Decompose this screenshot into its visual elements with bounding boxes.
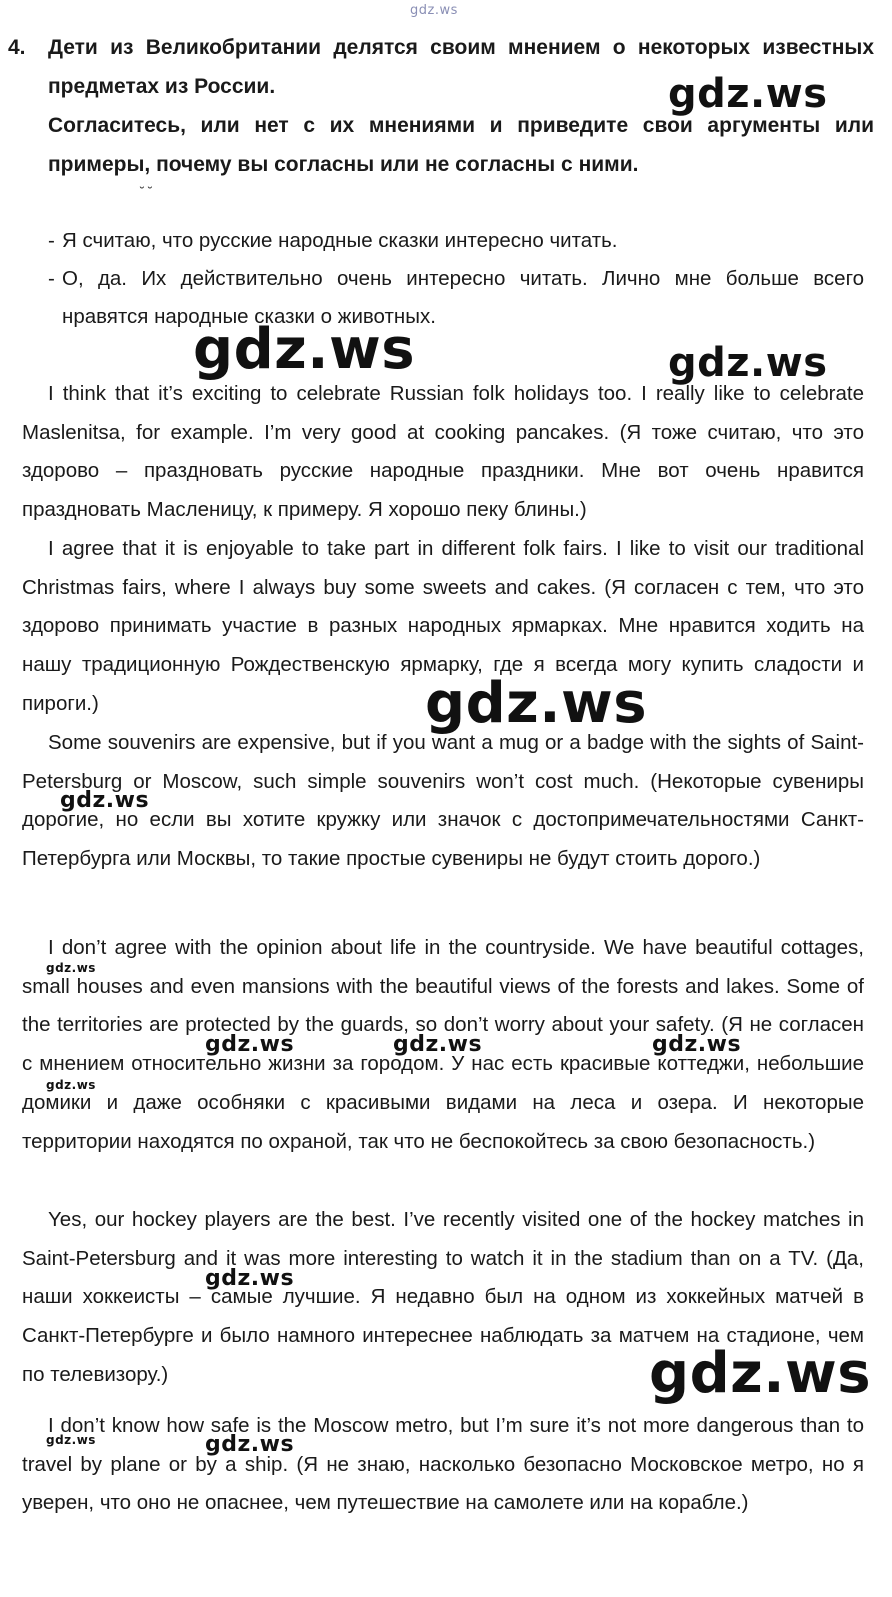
dialogue-text: О, да. Их действительно очень интересно читать. Лично мне больше всего нравятся народные сказки о животных.: [62, 267, 864, 328]
header-watermark: gdz.ws: [410, 3, 458, 18]
answer-paragraph-souvenirs: Some souvenirs are expensive, but if you want a mug or a badge with the sights of Saint-Petersburg or Moscow, such simple souvenirs won’t cost much. (Некоторые сувениры дорогие, но если вы хотите кружку или значок с достопримечательностями Санкт-Петербурга или Москвы, то такие простые сувениры не будут стоить дорого.): [22, 731, 864, 871]
dialogue-text: Я считаю, что русские народные сказки интересно читать.: [62, 229, 618, 252]
stray-mark: ˘ ˘: [140, 184, 153, 199]
answer-paragraph-fairs: I agree that it is enjoyable to take part in different folk fairs. I like to visit our traditional Christmas fairs, where I always buy some sweets and cakes. (Я согласен с тем, что это здорово принимать участие в разных народных ярмарках. Мне нравится ходить на нашу традиционную Рождественскую ярмарку, где я всегда могу купить сладости и пироги.): [22, 537, 864, 715]
watermark: gdz.ws: [668, 340, 828, 386]
watermark: gdz.ws: [652, 1032, 742, 1057]
answer-paragraph-countryside: I don’t agree with the opinion about life in the countryside. We have beautiful cottages, small houses and even mansions with the beautiful views of the forests and lakes. Some of the territories are protected by the guards, so don’t worry about your safety. (Я не согласен с мнением относительно жизни за городом. У нас есть красивые коттеджи, небольшие домики и даже особняки с красивыми видами на леса и озера. И некоторые территории находятся по охраной, так что не беспокойтесь за свою безопасность.): [22, 936, 864, 1153]
watermark: gdz.ws: [668, 71, 828, 117]
dialogue-line: [48, 222, 864, 260]
watermark: gdz.ws: [60, 788, 150, 813]
watermark: gdz.ws: [393, 1032, 483, 1057]
answer-paragraph-holidays: I think that it’s exciting to celebrate Russian folk holidays too. I really like to celebrate Maslenitsa, for example. I’m very good at cooking pancakes. (Я тоже считаю, что это здорово – праздновать русские народные праздники. Мне вот очень нравится праздновать Масленицу, к примеру. Я хорошо пеку блины.): [22, 382, 864, 522]
watermark: gdz.ws: [649, 1341, 872, 1406]
watermark: gdz.ws: [205, 1266, 295, 1291]
watermark: gdz.ws: [193, 317, 416, 382]
task-line-2: Согласитесь, или нет с их мнениями и приведите свои аргументы или примеры, почему вы согласны или не согласны с ними.: [48, 114, 874, 176]
task-line-1: Дети из Великобритании делятся своим мнением о некоторых известных предметах из России.: [48, 36, 874, 98]
watermark: gdz.ws: [425, 671, 648, 736]
watermark: gdz.ws: [205, 1032, 295, 1057]
watermark: gdz.ws: [46, 1078, 96, 1092]
watermark: gdz.ws: [205, 1432, 295, 1457]
task-number: 4.: [8, 36, 26, 59]
answer-paragraph-hockey: Yes, our hockey players are the best. I’ve recently visited one of the hockey matches in Saint-Petersburg and it was more interesting to watch it in the stadium than on a TV. (Да, наши хоккеисты – самые лучшие. Я недавно был на одном из хоккейных матчей в Санкт-Петербурге и было намного интереснее наблюдать за матчем на стадионе, чем по телевизору.): [22, 1208, 864, 1386]
watermark: gdz.ws: [46, 1433, 96, 1447]
answer-paragraph-metro: I don’t know how safe is the Moscow metro, but I’m sure it’s not more dangerous than to travel by plane or by a ship. (Я не знаю, насколько безопасно Московское метро, но я уверен, что оно не опаснее, чем путешествие на самолете или на корабле.): [22, 1414, 864, 1515]
dialogue-line: [48, 260, 864, 336]
watermark: gdz.ws: [46, 961, 96, 975]
dialogue-dash: -: [48, 267, 55, 290]
dialogue-dash: -: [48, 229, 55, 252]
dialogue: [48, 222, 864, 336]
